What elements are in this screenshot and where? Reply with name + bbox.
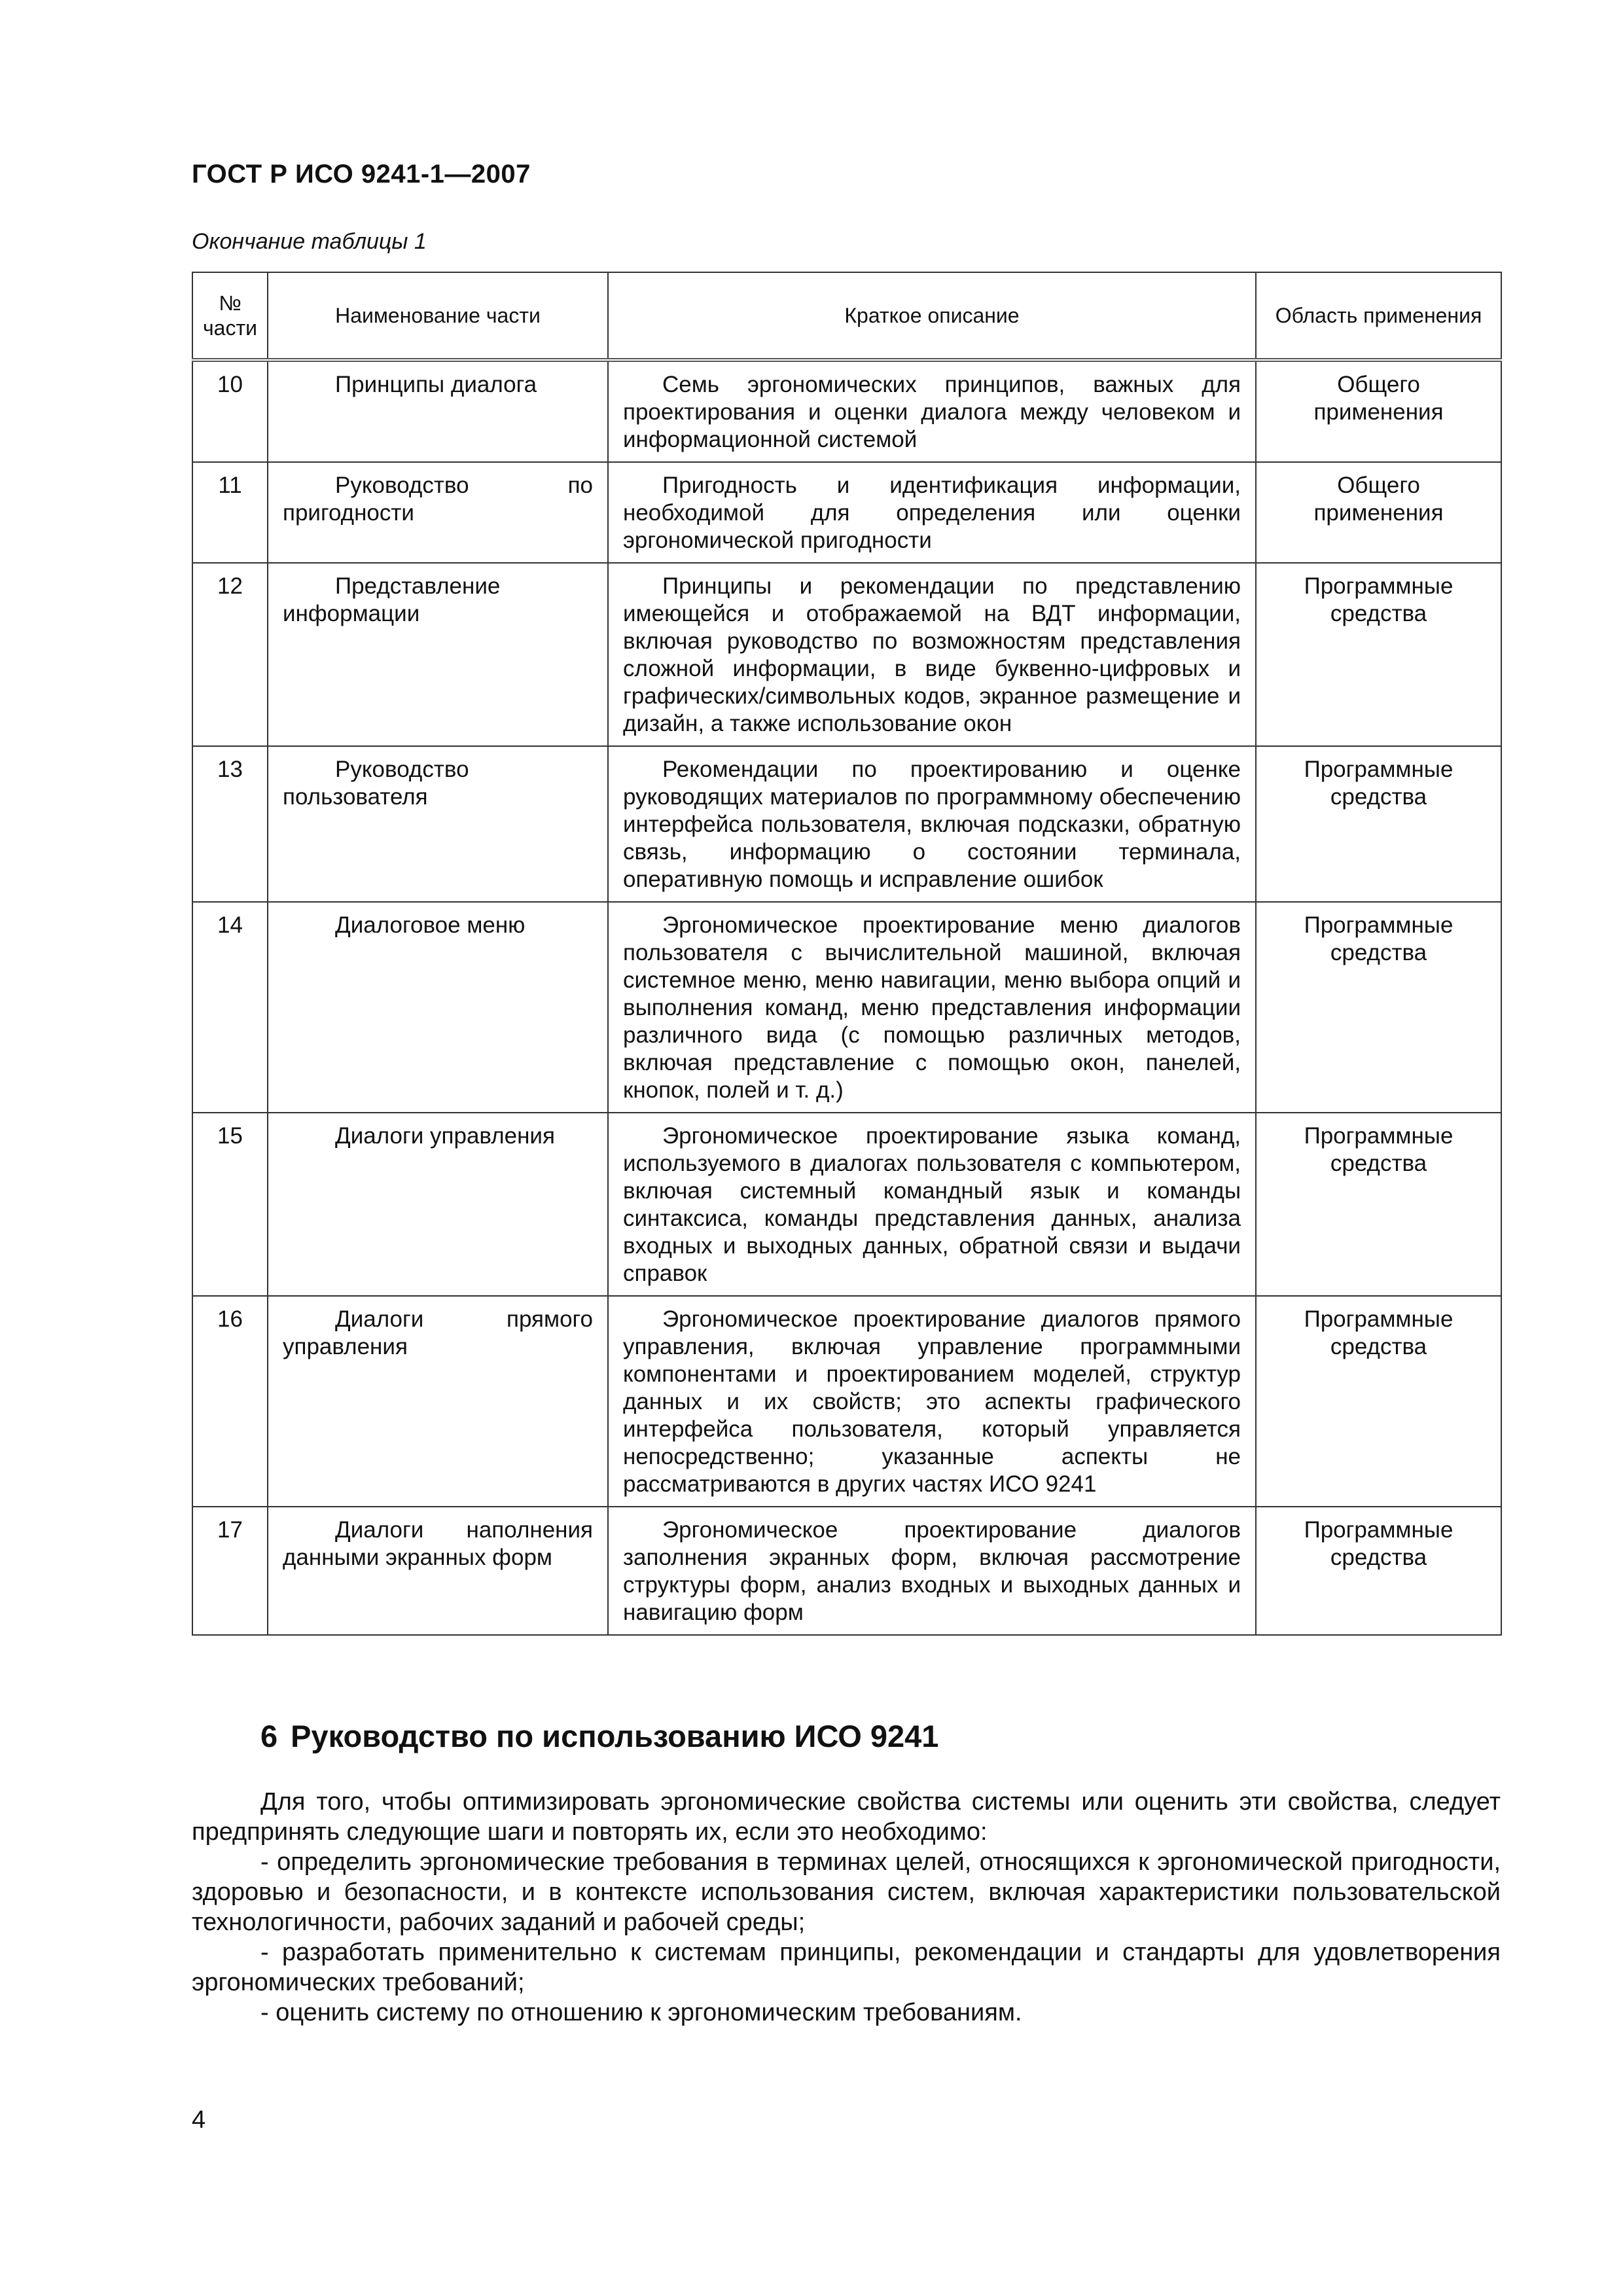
table-row — [192, 1507, 1501, 1635]
page-number: 4 — [192, 2106, 206, 2134]
table-row — [192, 1296, 1501, 1507]
cell-part-description: Эргономическое проектирование языка команд, используемого в диалогах пользователя с компьютером, включая системный командный язык и команды синтаксиса, команды представления данных, анализа входных и выходных данных, обратной связи и выдачи справок — [608, 1113, 1256, 1296]
cell-part-description: Рекомендации по проектированию и оценке руководящих материалов по программному обеспечению интерфейса пользователя, включая подсказки, обратную связь, информацию о состоянии терминала, оперативную помощь и исправление ошибок — [608, 746, 1256, 902]
section-number: 6 — [260, 1719, 278, 1753]
list-item: - оценить систему по отношению к эргономическим требованиям. — [260, 1999, 1022, 2026]
cell-part-number: 13 — [192, 746, 268, 902]
cell-part-name: Диалоговое меню — [268, 902, 608, 1113]
document-header: ГОСТ Р ИСО 9241-1—2007 — [192, 160, 531, 188]
cell-part-description: Эргономическое проектирование диалогов заполнения экранных форм, включая рассмотрение структуры форм, анализ входных и выходных данных и навигацию форм — [608, 1507, 1256, 1635]
section-title-text: Руководство по использованию ИСО 9241 — [291, 1719, 939, 1753]
cell-part-name: Руководство по пригодности — [268, 462, 608, 563]
cell-part-name: Руководство пользователя — [268, 746, 608, 902]
section-body — [192, 1787, 1501, 2028]
cell-part-area: Общего применения — [1256, 462, 1501, 563]
cell-part-description: Семь эргономических принципов, важных для проектирования и оценки диалога между человеком и информационной системой — [608, 360, 1256, 462]
column-header-description: Краткое описание — [608, 272, 1256, 360]
cell-part-number: 14 — [192, 902, 268, 1113]
cell-part-name: Принципы диалога — [268, 360, 608, 462]
table-row — [192, 462, 1501, 563]
cell-part-name: Диалоги прямого управления — [268, 1296, 608, 1507]
section-heading — [260, 1718, 938, 1754]
cell-part-description: Принципы и рекомендации по представлению имеющейся и отображаемой на ВДТ информации, включая руководство по возможностям представления сложной информации, в виде буквенно-цифровых и графических/символьных кодов, экранное размещение и дизайн, а также использование окон — [608, 563, 1256, 746]
cell-part-number: 17 — [192, 1507, 268, 1635]
table-row — [192, 1113, 1501, 1296]
table-row — [192, 360, 1501, 462]
cell-part-area: Общего применения — [1256, 360, 1501, 462]
cell-part-description: Пригодность и идентификация информации, необходимой для определения или оценки эргономической пригодности — [608, 462, 1256, 563]
cell-part-area: Программные средства — [1256, 563, 1501, 746]
cell-part-number: 10 — [192, 360, 268, 462]
table-header-row — [192, 272, 1501, 360]
list-item: - определить эргономические требования в терминах целей, относящихся к эргономической пригодности, здоровью и безопасности, и в контексте использования систем, включая характеристики пользовательской технологичности, рабочих заданий и рабочей среды; — [192, 1848, 1501, 1936]
body-paragraph: Для того, чтобы оптимизировать эргономические свойства системы или оценить эти свойства, следует предпринять следующие шаги и повторять их, если это необходимо: — [192, 1788, 1501, 1846]
cell-part-area: Программные средства — [1256, 902, 1501, 1113]
column-header-number: № части — [192, 272, 268, 360]
table-caption: Окончание таблицы 1 — [192, 229, 427, 254]
cell-part-name: Диалоги наполнения данными экранных форм — [268, 1507, 608, 1635]
cell-part-description: Эргономическое проектирование меню диалогов пользователя с вычислительной машиной, включая системное меню, меню навигации, меню выбора опций и выполнения команд, меню представления информации различного вида (с помощью различных методов, включая представление с помощью окон, панелей, кнопок, полей и т. д.) — [608, 902, 1256, 1113]
table-row — [192, 746, 1501, 902]
table-row — [192, 563, 1501, 746]
parts-table — [192, 272, 1502, 1636]
cell-part-area: Программные средства — [1256, 746, 1501, 902]
table-row — [192, 902, 1501, 1113]
cell-part-name: Представление информации — [268, 563, 608, 746]
column-header-area: Область применения — [1256, 272, 1501, 360]
cell-part-area: Программные средства — [1256, 1296, 1501, 1507]
cell-part-number: 12 — [192, 563, 268, 746]
cell-part-description: Эргономическое проектирование диалогов прямого управления, включая управление программными компонентами и проектированием моделей, структур данных и их свойств; это аспекты графического интерфейса пользователя, который управляется непосредственно; указанные аспекты не рассматриваются в других частях ИСО 9241 — [608, 1296, 1256, 1507]
column-header-name: Наименование части — [268, 272, 608, 360]
cell-part-number: 16 — [192, 1296, 268, 1507]
cell-part-name: Диалоги управления — [268, 1113, 608, 1296]
cell-part-number: 11 — [192, 462, 268, 563]
list-item: - разработать применительно к системам принципы, рекомендации и стандарты для удовлетворения эргономических требований; — [192, 1939, 1501, 1996]
cell-part-area: Программные средства — [1256, 1113, 1501, 1296]
cell-part-area: Программные средства — [1256, 1507, 1501, 1635]
cell-part-number: 15 — [192, 1113, 268, 1296]
